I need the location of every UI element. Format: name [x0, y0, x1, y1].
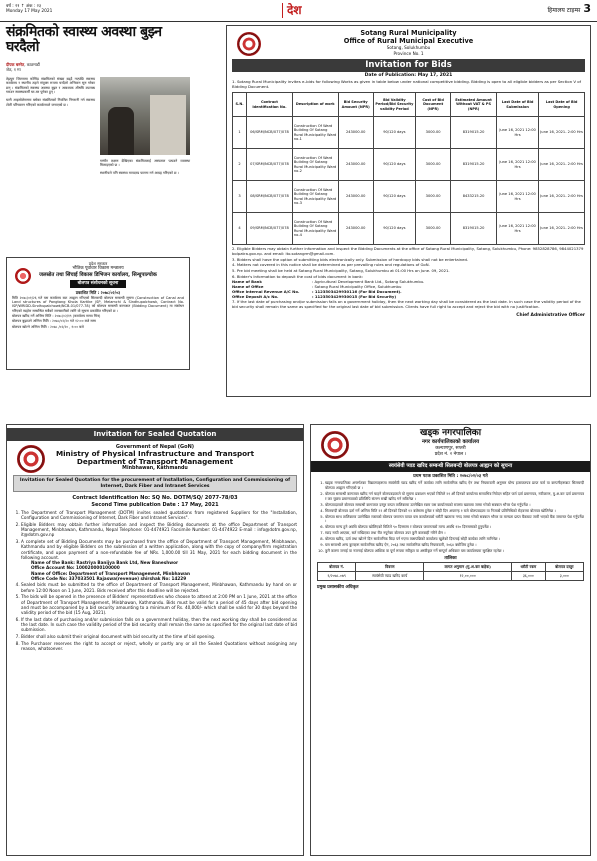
nepal-emblem-icon: [17, 445, 45, 473]
province-emblem-icon: [15, 268, 31, 284]
cell: June 16, 2021- 2:00 Hrs: [539, 117, 585, 149]
cell: June 16, 2021- 2:00 Hrs: [539, 149, 585, 181]
col-header: Cost of Bid Document (NPR): [416, 93, 451, 117]
bank-info: [232, 280, 585, 299]
quotation-item: [21, 539, 297, 581]
notice-body: मिति २०७८/०१/२६ गते यस कार्यालय बाट आह्वान गरिएको सिलबन्दी बोलपत्र सम्बन्धी सूचना (Construction of Canal and Land structures of Pangtang Khola Kartike (SP, Melamchi & Sindhupalchowk, Contract No. ISP/WRIDD-Sindhupalchowk/NCB-01/077-78) को बोलपत्र सम्बन्धी कागजात (Bidding Document) मा संशोधन गरिएको व्यहोरा सम्बन्धित सबैको जानकारीको लागि यो सूचना प्रकाशित गरिएको छ ।: [12, 295, 184, 313]
nepal-emblem-icon: [321, 431, 349, 459]
cell: June 16, 2021- 2:00 Hrs: [539, 213, 585, 245]
news-paragraph: घरमै आइसोलेसनमा बसेका संक्रमितको नियमित निगरानी गर्न स्वास्थ्य टोली परिचालन गरिएको कार्यालयले जनाएको छ ।: [6, 97, 95, 107]
cell: 90/120 days: [373, 181, 415, 213]
cell: June 16, 2021 12:00 Hrs: [496, 181, 538, 213]
publication-date: Date of Publication: May 17, 2021: [364, 72, 453, 78]
irrigation-notice: [6, 257, 190, 370]
bid-point-7-wrap: [232, 300, 585, 309]
notice-ministry: भौतिक पूर्वाधार विकास मन्त्रालय: [72, 266, 124, 271]
cell: 8319015.20: [451, 213, 497, 245]
news-paragraph: स्थानीयले पनि स्वास्थ्य मापदण्ड पालना गर्न आग्रह गरिएको छ ।: [100, 170, 179, 175]
cell: 243000.00: [338, 117, 373, 149]
cell: 08/SRM/NCB/077/078: [247, 181, 293, 213]
bank-info-value: : Agricultural Development Bank Ltd., Sotang Solukhumbu.: [312, 279, 425, 285]
cell: ३६,०००: [512, 572, 546, 581]
cell: 3: [233, 181, 247, 213]
signature: Chief Administrative Officer: [516, 312, 585, 318]
bank-info-key: Name of Office: [232, 284, 264, 290]
cell: 2: [233, 149, 247, 181]
news-paragraph: तेह्रथुम जिल्लामा कोभिड संक्रमितको संख्या बढ्दै गएपछि स्वास्थ्य कार्यालय र स्थानीय तहले संयुक्त रूपमा घरदैलो अभियान सुरु गरेका छन् । संक्रमितको स्वास्थ्य अवस्था बुझ्न र आवश्यक औषधि उपलब्ध गराउन स्वास्थ्यकर्मी घर-घर पुगेका हुन् ।: [6, 76, 95, 95]
table-row: [233, 181, 585, 213]
kharka-item: 5. बोलपत्र साथ तालिकामा उल्लेखित रकमको बोलपत्र जमानत वापत यस कार्यालयको धरौटी खातामा नगद जम्मा गरेको सक्कल भौचर वा मान्यता प्राप्त बैंकबाट जारी भएको बैंक जमानत पेश गर्नुपर्नेछ ।: [325, 515, 584, 524]
quotation-items: [13, 510, 297, 651]
quotation-item: 4. Sealed bids must be submitted to the office of Department of Transport Management, Minbhawan, Kathmandu by hand on or before 12:00 Noon on 1 June, 2021. Bids received after this deadline will be rejected.: [21, 582, 297, 593]
byline-date: जेठ, १ मा: [6, 66, 21, 72]
kharka-office: नगर कार्यपालिकाको कार्यालय: [421, 439, 480, 446]
bank-info-value: : 1123503429930116 (For Bid Document).: [312, 288, 402, 294]
account-line: Office Code No: 337033501 Rajaswa(revenue) shirshak No: 14229: [31, 575, 187, 581]
bank-info-key: Name of Bank: [232, 279, 262, 285]
cell: 8319015.20: [451, 149, 497, 181]
quotation-item: 2. Eligible Bidders may obtain further information and inspect the Bidding documents at the office Department of Transport Management, Minbhawan, Kathmandu, Nepal Telephone: 01-4474921 Facsimile Number: 01-4474922 E-mail : info@dotm.gov.np, it@dotm.gov.np: [21, 522, 297, 538]
kharka-table-header: [318, 563, 584, 572]
page-number: 3: [583, 2, 591, 15]
col-header: Estimated Amount Without VAT & PS (NPR): [451, 93, 497, 117]
col-header: लागत अनुमान (मु.अ.कर बाहेक): [424, 563, 512, 572]
kharka-item: 9. यस सम्बन्धी अन्य कुराहरू सार्वजनिक खरिद ऐन, २०६३ तथा सार्वजनिक खरिद नियमावली, २०६४ बमोजिम हुनेछ ।: [325, 543, 584, 548]
quotation-item: 1. The Department of Transport Management (DOTM) invites sealed quotations from registered Suppliers for the "Installation, Configuration and Commissioning of Internet, Dark Fiber and Intranet Services".: [21, 510, 297, 521]
office-name: Office of Rural Municipal Executive: [343, 37, 474, 46]
kharka-province: प्रदेश नं. २ नेपाल ।: [434, 451, 467, 457]
issue-date: Monday 17 May 2021: [6, 9, 53, 15]
news-photo: [100, 77, 190, 155]
contract-number: Contract Identification No: SQ No. DOTM/SQ/ 2077-78/03: [72, 495, 238, 502]
cell: 8319015.20: [451, 117, 497, 149]
cell: 1: [233, 117, 247, 149]
bid-point: 6. Bidder's Information to deposit the cost of bids document in bank:: [232, 273, 363, 279]
kharka-items: [317, 481, 584, 554]
byline-name: दीपक बस्नेत: [6, 61, 25, 67]
cell: १२,००,०००: [424, 572, 512, 581]
notice-body: बोलपत्र बुझाउने अन्तिम मिति : २०७८/०२/२० गते १२:०० बजे सम्म: [12, 319, 96, 324]
notice-body: बोलपत्र खोल्ने अन्तिम मिति : २०७८ /०२/२० , १:०० बजे: [12, 324, 84, 329]
quotation-item: 7. Bidder shall also submit their original document with bid security at the time of bid opening.: [21, 634, 297, 639]
sotang-header: [232, 29, 585, 56]
cell: Construction Of Ward Building Of Sotang Rural Municipality Ward no-3: [292, 181, 338, 213]
bid-point: 3. Bidders shall have the option of submitting bids electronically only. Submission of hardcopy bids shall not be entertained.: [232, 256, 469, 262]
kharka-signature: प्रमुख प्रशासकीय अधिकृत: [317, 584, 359, 590]
quotation-subject: Invitation for Sealed Quotation for the procurement of Installation, Configuration and Commissioning of Internet, Dark Fiber and Intranet Services: [13, 475, 297, 492]
intro-text: 1. Sotang Rural Municipality invites e–bids for following Works as given in table below under national competitive bidding. Bidding is open to all eligible bidders as per Section V of Bidding Document.: [232, 79, 582, 90]
bid-point: 4. Matters not covered in this notice shall be determined as per prevailing rules and regulations of GoN.: [232, 262, 430, 268]
news-columns: [6, 77, 190, 179]
kharka-item: 6. बोलपत्र मान्य हुने अवधि बोलपत्र खोलिएको मितिले ९० दिनसम्म र बोलपत्र जमानतको मान्य अवधि १२० दिनसम्मको हुनुपर्नेछ ।: [325, 525, 584, 530]
bank-info-value: : Sotang Rural Municipality Office, Solukhumbu: [312, 284, 402, 290]
dotm-quotation-notice: [6, 424, 304, 856]
cell: 90/120 days: [373, 213, 415, 245]
cell: १/२०७८-०७९: [318, 572, 356, 581]
bank-info-key: Office Internal Revenue A/C No.: [232, 288, 300, 294]
cell: Construction Of Ward Building Of Sotang Rural Municipality Ward no-2: [292, 149, 338, 181]
municipality-name: Sotang Rural Municipality: [360, 29, 457, 37]
cell: 90/120 days: [373, 117, 415, 149]
invitation-title: Invitation for Bids: [232, 59, 585, 72]
notice-banner: बोलपत्र संशोधनको सूचना: [70, 280, 127, 288]
cell: 243000.00: [338, 213, 373, 245]
table-row: [318, 572, 584, 581]
account-line: Name of Office: Department of Transport Management, Minbhawan: [31, 570, 190, 576]
kharka-item: 3. बोलपत्रदाताले बोलपत्र सम्बन्धी कागजात दस्तुर वापत तालिकामा उल्लेखित रकम यस कार्यालयको राजस्व खातामा जम्मा गरेको सक्कल भौचर पेश गर्नुपर्नेछ ।: [325, 503, 584, 508]
cell: 4: [233, 213, 247, 245]
kharka-header: [317, 428, 584, 457]
notice-body: बोलपत्र खरिद गर्ने अन्तिम मिति : २०७८/०२/१९ (कार्यालय समय भित्र): [12, 314, 101, 318]
cell: June 16, 2021 12:00 Hrs: [496, 213, 538, 245]
table-row: [233, 213, 585, 245]
kharka-notice: [310, 424, 591, 856]
cell: 06/SRM/NCB/077/078: [247, 117, 293, 149]
table-row: [233, 149, 585, 181]
cell: 243000.00: [338, 181, 373, 213]
byline-place: काठमाडौं: [26, 61, 40, 67]
news-headline: संक्रमितको स्वास्थ्य अवस्था बुझ्न घरदैलो: [6, 24, 162, 56]
cell: Construction Of Ward Building Of Sotang Rural Municipality Ward no-4: [292, 213, 338, 245]
nepal-emblem-icon: [237, 32, 261, 56]
cell: 243000.00: [338, 149, 373, 181]
kharka-date: प्रथम पटक प्रकाशित मिति : २०७८/०२/०३ गते: [413, 473, 488, 479]
cell: 07/SRM/NCB/077/078: [247, 149, 293, 181]
province-label: Province No. 1: [393, 50, 424, 56]
ministry-name: Ministry of Physical Infrastructure and Transport: [55, 449, 255, 458]
notice-office: जलस्रोत तथा सिंचाई विकास डिभिजन कार्यालय, सिन्धुपाल्चोक: [39, 271, 157, 278]
department-name: Department of Transport Management: [76, 456, 234, 466]
col-header: Contract Identification No.: [247, 93, 293, 117]
kharka-item: 4. सिलबन्दी बोलपत्र दर्ता गर्ने अन्तिम मिति २२ औं दिनको दिनको १२ बजेसम्म हुनेछ र सोही दिन अपरान्ह १ बजे बोलपत्रदाता वा निजको प्रतिनिधिको रोहवरमा बोलपत्र खोलिनेछ ।: [325, 509, 584, 514]
col-header: Bid Validity Period/Bid Security validity Period: [373, 93, 415, 117]
cell: 3000.00: [416, 213, 451, 245]
cell: June 16, 2021- 2:00 Hrs: [539, 181, 585, 213]
cell: 3000.00: [416, 117, 451, 149]
bid-point: 2. Eligible Bidders may obtain further information and inspect the Bidding Documents at the office of Sotang Rural Municipality, Sotang, Solukhumbu, Phone: 9852828786, 9844021379 bolpatra.gov.np. and email: ito.sotangrm@gmail.com.: [232, 246, 584, 256]
kharka-table: [317, 562, 584, 580]
kharka-banner: स्वयंसेवी प्याड खरिद सम्बन्धी सिलबन्दी बोलपत्र आह्वान को सूचना: [311, 461, 590, 472]
dotm-header: [13, 444, 297, 472]
cell: 3000.00: [416, 181, 451, 213]
cell: स्वयंसेवी प्याड खरिद कार्य: [356, 572, 424, 581]
bank-info-value: : 1123503429930015 (For Bid Security): [312, 293, 397, 299]
gov-label: Government of Nepal (GoN): [115, 443, 195, 450]
cell: ३,०००: [545, 572, 583, 581]
kharka-item: 1. खड्क नगरपालिका अन्तर्गतका विद्यालयहरूमा स्वयंसेवी प्याड खरिद गर्ने कार्यका लागि सार्वजनिक खरिद ऐन तथा नियमावली अनुसार योग्य इजाजतपत्र प्राप्त फर्म वा कम्पनीहरूबाट सिलबन्दी बोलपत्र आह्वान गरिएको छ ।: [325, 481, 584, 490]
news-article: [6, 25, 190, 255]
col-header: विवरण: [356, 563, 424, 572]
news-paragraph: गम्भीर लक्षण देखिएका संक्रमितलाई अस्पताल पठाउने व्यवस्था मिलाइएको छ ।: [100, 158, 190, 168]
col-header: Last Date of Bid Submission: [496, 93, 538, 117]
kharka-item: 7. म्याद नाघी आएका, सर्त राखिएका तथा रीत नपुगेका बोलपत्र उपर कुनै कारबाही गरिने छैन ।: [325, 531, 584, 536]
account-line: Name of the Bank: Rastriya Banijya Bank Ltd, New Baneshwor: [31, 560, 179, 566]
sotang-bid-notice: [226, 25, 591, 397]
quotation-item: 6. If the last date of purchasing and/or submission falls on a government holiday, then the next working day shall be considered as the last date. In such case the validity period of the bid security shall remain the same as specified for the original last date of bid submission.: [21, 617, 297, 633]
bank-info-key: Office Deposit A/c No.: [232, 293, 279, 299]
masthead-right: [547, 2, 591, 16]
bid-table: [232, 92, 585, 245]
col-header: धरौटी रकम: [512, 563, 546, 572]
kharka-item: 2. बोलपत्र सम्बन्धी कागजात खरिद गर्न चाहने बोलपत्रदाताले यो सूचना प्रकाशन भएको मितिले २१ औं दिनको कार्यालय समयभित्र निवेदन सहित फर्म दर्ता प्रमाणपत्र, नवीकरण, मु.अ.कर दर्ता प्रमाणपत्र र कर चुक्ता प्रमाणपत्रको प्रतिलिपि संलग्न राखी खरिद गर्न सकिनेछ ।: [325, 492, 584, 501]
section-title: देश: [282, 3, 302, 18]
col-header: Description of work: [292, 93, 338, 117]
kharka-name: खड्क नगरपालिका: [419, 428, 482, 438]
col-header: Bid Security Amount (NPR): [338, 93, 373, 117]
col-header: Last Date of Bid Opening: [539, 93, 585, 117]
table-row: [233, 117, 585, 149]
news-byline: दीपक बस्नेत, काठमाडौं जेठ, १ मा: [6, 62, 190, 72]
kharka-table-title: तालिका: [444, 555, 457, 561]
kharka-item: 8. बोलपत्र खरिद, दर्ता तथा खोल्ने दिन सार्वजनिक बिदा पर्न गएमा त्यसपछिको कार्यालय खुलेको दिनलाई सोही कार्यका लागि मानिनेछ ।: [325, 537, 584, 542]
notice-date: प्रकाशित मिति : २०७८/०२/०३: [75, 289, 121, 295]
bid-point: 5. Pre bid meeting shall be held at Sotang Rural Municipality, Sotang, Solukhumbu at 01:00 Hrs on June. 09, 2021.: [232, 268, 450, 274]
quotation-item: 8. The Purchaser reserves the right to accept or reject, wholly or partly any or all the Sealed Quotations without assigning any reason, whatsoever.: [21, 641, 297, 652]
quotation-title: Invitation for Sealed Quotation: [7, 428, 303, 441]
cell: 09/SRM/NCB/077/078: [247, 213, 293, 245]
masthead: [0, 0, 597, 22]
col-header: बोलपत्र नं.: [318, 563, 356, 572]
bid-point: 7. If the last date of purchasing and/or submission falls on a government holiday, then the next working day shall be considered as the last date. In such case the validity period of the bid security shall remain the same as specified for the original last date of bid submission. Clients have full right to accept and reject the bid with no justification.: [232, 299, 581, 310]
quotation-item: 5. The bids will be opened in the presence of Bidders' representatives who choose to attend at 2:00 PM on 1 June, 2021 at the office of Department of Transport Management, Minbhawan, Kathmandu. Bids must be valid for a period of 45 days after bid opening and must be accompanied by a bid security amounting to a minimum of Rs. 40,000/- which shall be valid for 30 days beyond the validity period of the bid (15 Aug, 2021).: [21, 594, 297, 615]
notice-gov: प्रदेश सरकार: [88, 261, 108, 266]
bid-table-header: [233, 93, 585, 117]
cell: Construction Of Ward Building Of Sotang Rural Municipality Ward no-1: [292, 117, 338, 149]
news-col-1: [6, 77, 95, 179]
office-address: Sotang, Solukhumbu: [386, 45, 431, 51]
col-header: S.N.: [233, 93, 247, 117]
account-line: Office Account No: 100020000100000: [31, 565, 120, 571]
masthead-left: [6, 4, 52, 15]
cell: June 16, 2021 12:00 Hrs: [496, 149, 538, 181]
cell: June 16, 2021 12:00 Hrs: [496, 117, 538, 149]
department-place: Minbhawan, Kathmandu: [122, 465, 188, 471]
cell: 8433215.20: [451, 181, 497, 213]
col-header: बोलपत्र दस्तुर: [545, 563, 583, 572]
second-publication: Second Time publication Date : 17 May, 2021: [91, 501, 219, 508]
bid-points: [232, 247, 585, 279]
quotation-item-text: A complete set of Bidding Documents may be purchased from the office of Department of Transport Management, Minbhawan, Kathmandu and by eligible Bidders on the submission of a written application, along with the copy of company/firm registration certificate, and upon payment of a non-refundable fee of NRs. 1,000.00 till 31 May, 2021 for each bidding document in the following account.: [21, 539, 297, 560]
edition-label: वर्ष : २१ ↑ अंक : २३: [6, 4, 42, 9]
news-col-2: [100, 77, 190, 179]
cell: 90/120 days: [373, 149, 415, 181]
cell: 3000.00: [416, 149, 451, 181]
paper-name: हिमालय टाइम्स: [547, 7, 581, 14]
kharka-item: 10. कुनै कारण जनाई वा नजनाई बोलपत्र आंशिक वा पूर्ण रूपमा स्वीकृत वा अस्वीकृत गर्ने सम्पूर्ण अधिकार यस कार्यालयमा सुरक्षित रहनेछ ।: [325, 549, 584, 554]
kharka-address: कल्याणपुर, सप्तरी: [435, 445, 466, 451]
